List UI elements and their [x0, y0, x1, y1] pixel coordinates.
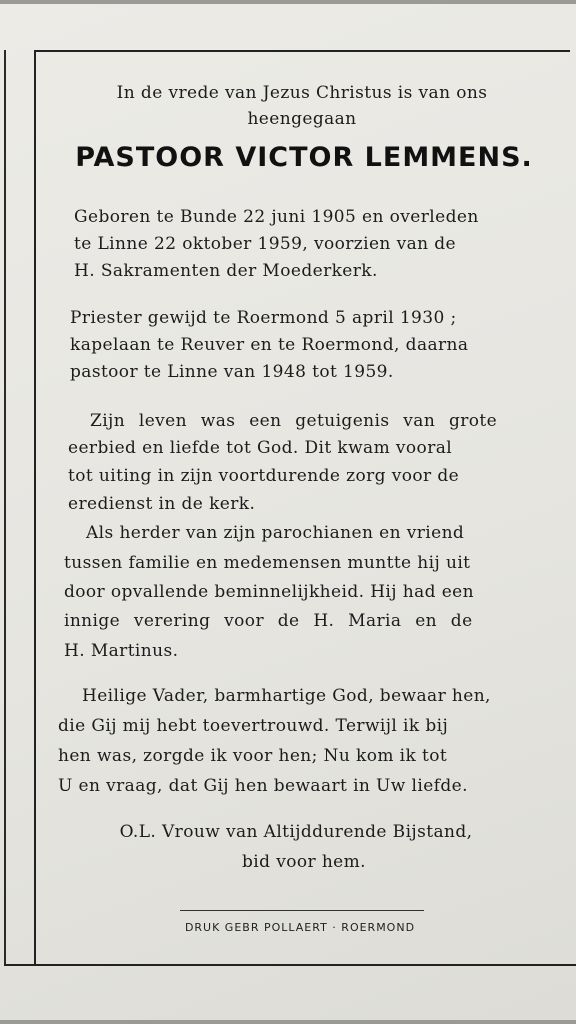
prayer-line: hen was, zorgde ik voor hen; Nu kom ik tot — [58, 746, 448, 766]
life-line: tot uiting in zijn voortdurende zorg voor de — [68, 466, 460, 486]
shepherd-line: Als herder van zijn parochianen en vriend — [86, 523, 465, 543]
closing-line: bid voor hem. — [242, 852, 366, 872]
intro-line: heengegaan — [247, 109, 357, 129]
closing-line: O.L. Vrouw van Altijddurende Bijstand, — [119, 822, 473, 842]
prayer-line: die Gij mij hebt toevertrouwd. Terwijl ik bij — [58, 716, 449, 736]
shepherd-line: tussen familie en medemensen muntte hij uit — [64, 553, 471, 573]
intro-line: In de vrede van Jezus Christus is van ons — [116, 83, 488, 103]
card-bottom-rule — [4, 964, 576, 966]
shepherd-line: innige verering voor de H. Maria en de — [64, 611, 473, 631]
shepherd-line: H. Martinus. — [64, 641, 179, 661]
deceased-name: PASTOOR VICTOR LEMMENS. — [75, 142, 533, 173]
priest-line: pastoor te Linne van 1948 tot 1959. — [70, 362, 394, 382]
printer-credit: DRUK GEBR POLLAERT · ROERMOND — [184, 921, 416, 934]
prayer-line: Heilige Vader, barmhartige God, bewaar hen, — [82, 686, 491, 706]
card-outer-edge — [4, 50, 6, 966]
life-line: eredienst in de kerk. — [68, 494, 256, 514]
born-line: Geboren te Bunde 22 juni 1905 en overleden — [74, 207, 479, 227]
priest-line: kapelaan te Reuver en te Roermond, daarna — [70, 335, 469, 355]
born-line: te Linne 22 oktober 1959, voorzien van de — [74, 234, 457, 254]
memorial-card — [0, 4, 576, 1020]
priest-line: Priester gewijd te Roermond 5 april 1930 ; — [70, 308, 457, 328]
printer-divider — [180, 910, 424, 911]
life-line: Zijn leven was een getuigenis van grote — [90, 411, 498, 431]
born-line: H. Sakramenten der Moederkerk. — [74, 261, 378, 281]
life-line: eerbied en liefde tot God. Dit kwam vooral — [68, 438, 453, 458]
shepherd-line: door opvallende beminnelijkheid. Hij had een — [64, 582, 474, 602]
prayer-line: U en vraag, dat Gij hen bewaart in Uw liefde. — [58, 776, 468, 796]
